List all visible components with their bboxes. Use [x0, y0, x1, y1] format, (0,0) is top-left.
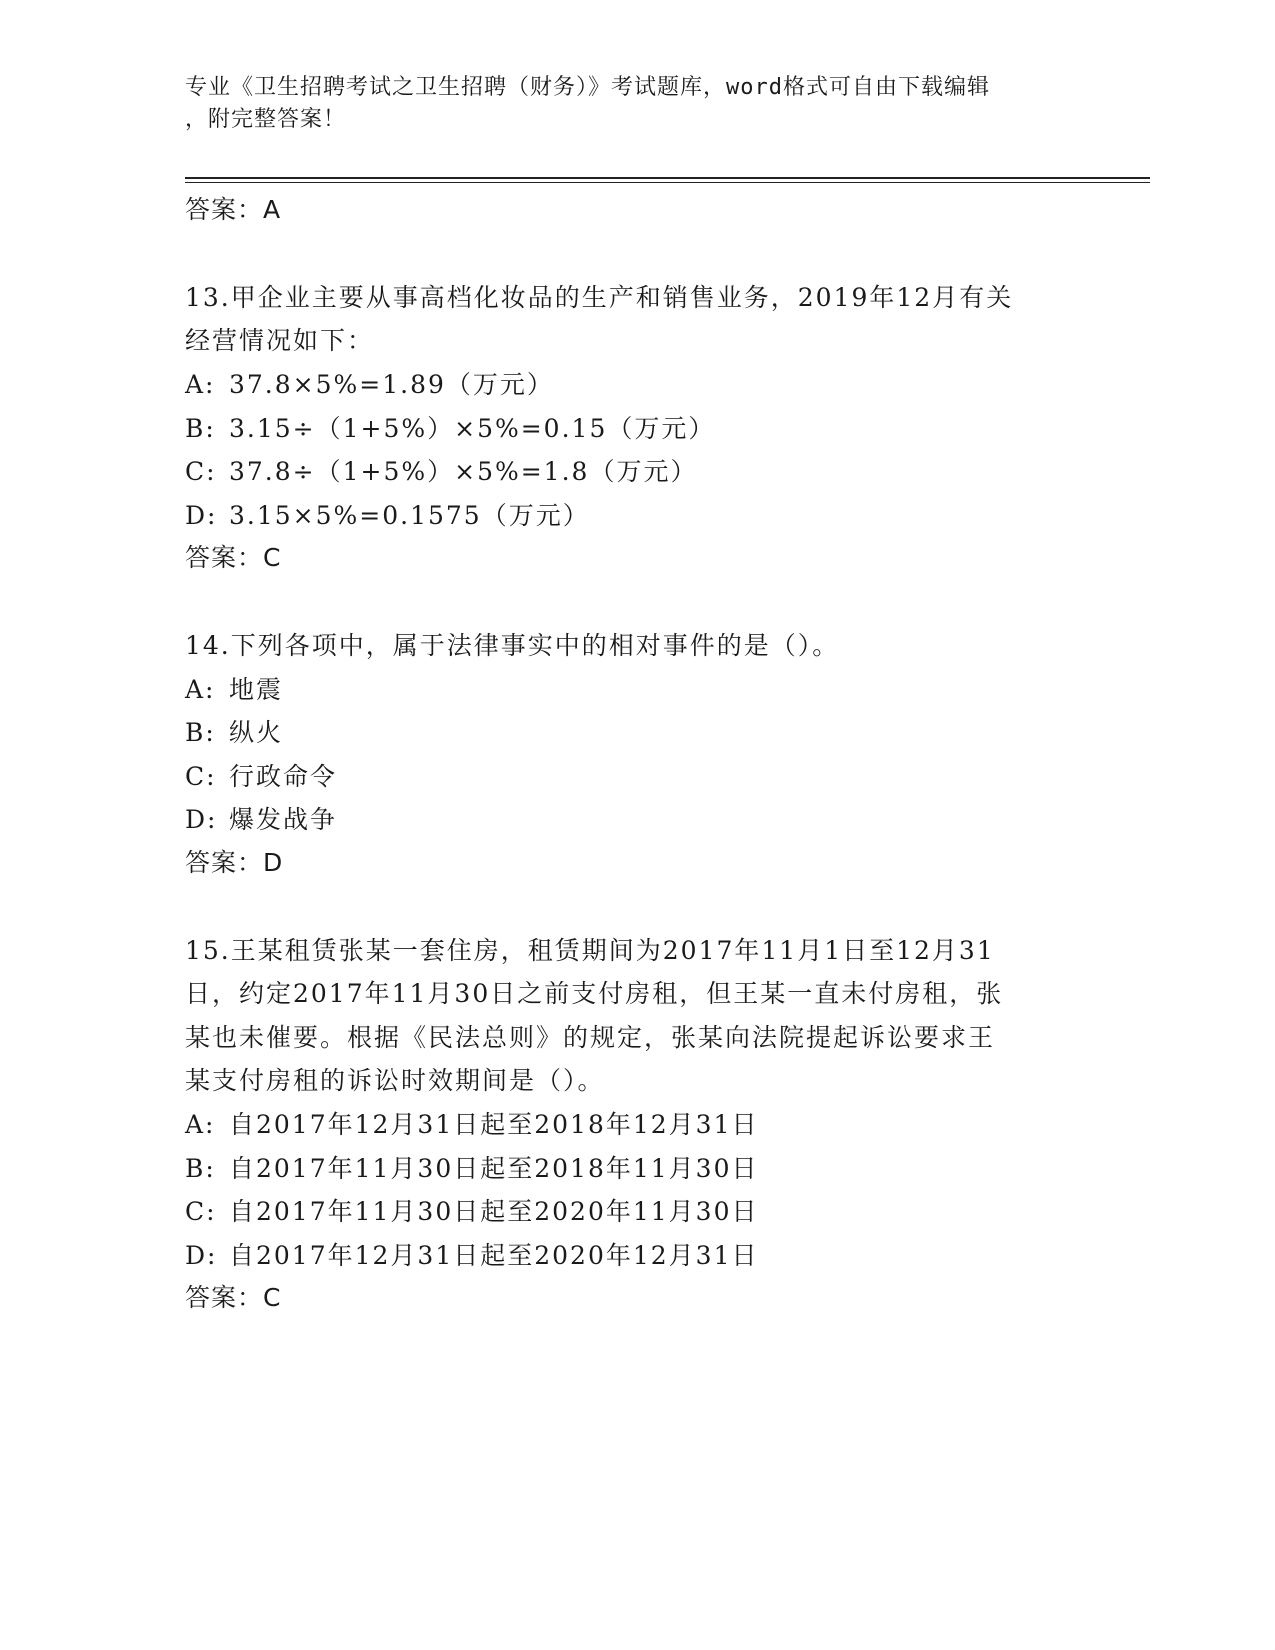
question-14-option-b [185, 713, 283, 749]
option-text: 自2017年11月30日起至2020年11月30日 [229, 1197, 759, 1226]
option-key: C: [185, 762, 217, 791]
option-key: D: [185, 501, 218, 530]
option-text: 自2017年12月31日起至2018年12月31日 [229, 1110, 759, 1139]
answer-13: 答案：C [185, 543, 282, 572]
option-key: B: [185, 718, 216, 747]
header-line-2: ，附完整答案！ [185, 107, 347, 132]
option-text: 纵火 [229, 718, 284, 747]
option-text: 爆发战争 [229, 805, 338, 834]
question-15-stem-line-2: 日，约定2017年11月30日之前支付房租，但王某一直未付房租，张 [185, 979, 1004, 1008]
option-key: D: [185, 805, 218, 834]
question-15-option-c [185, 1192, 759, 1228]
option-key: B: [185, 1154, 216, 1183]
question-13-option-b [185, 409, 715, 445]
option-key: A: [185, 370, 216, 399]
option-text: 自2017年11月30日起至2018年11月30日 [229, 1154, 759, 1183]
answer-14: 答案：D [185, 848, 284, 877]
option-key: C: [185, 457, 217, 486]
option-text: 37.8×5%=1.89（万元） [229, 370, 554, 399]
question-15-stem-line-4: 某支付房租的诉讼时效期间是（）。 [185, 1066, 605, 1095]
question-13-option-c [185, 452, 697, 488]
question-15-stem-line-3: 某也未催要。根据《民法总则》的规定，张某向法院提起诉讼要求王 [185, 1023, 996, 1052]
header-line-1: 专业《卫生招聘考试之卫生招聘（财务）》考试题库，word格式可自由下载编辑 [185, 75, 990, 100]
option-key: A: [185, 675, 216, 704]
option-text: 37.8÷（1+5%）×5%=1.8（万元） [229, 457, 698, 486]
question-15-option-d [185, 1236, 759, 1272]
question-14-option-c [185, 757, 337, 793]
option-text: 自2017年12月31日起至2020年12月31日 [229, 1241, 759, 1270]
question-14-stem-line-1: 14.下列各项中，属于法律事实中的相对事件的是（）。 [185, 631, 840, 660]
header-divider-thin [185, 182, 1150, 183]
question-15-option-a [185, 1105, 759, 1141]
question-15-stem-line-1: 15.王某租赁张某一套住房，租赁期间为2017年11月1日至12月31 [185, 936, 995, 965]
answer-15: 答案：C [185, 1283, 282, 1312]
answer-12: 答案：A [185, 195, 282, 224]
option-key: C: [185, 1197, 217, 1226]
option-key: D: [185, 1241, 218, 1270]
question-13-option-d [185, 496, 590, 532]
question-15-option-b [185, 1149, 759, 1185]
question-14-option-a [185, 670, 283, 706]
option-key: B: [185, 414, 216, 443]
question-13-option-a [185, 365, 554, 401]
option-text: 地震 [229, 675, 284, 704]
document-header [185, 72, 1055, 136]
question-14-option-d [185, 800, 337, 836]
question-13-stem-line-2: 经营情况如下： [185, 326, 375, 355]
option-text: 3.15÷（1+5%）×5%=0.15（万元） [229, 414, 716, 443]
question-13-stem-line-1: 13.甲企业主要从事高档化妆品的生产和销售业务，2019年12月有关 [185, 283, 1014, 312]
option-key: A: [185, 1110, 216, 1139]
header-divider [185, 177, 1150, 179]
option-text: 3.15×5%=0.1575（万元） [229, 501, 590, 530]
option-text: 行政命令 [229, 762, 338, 791]
